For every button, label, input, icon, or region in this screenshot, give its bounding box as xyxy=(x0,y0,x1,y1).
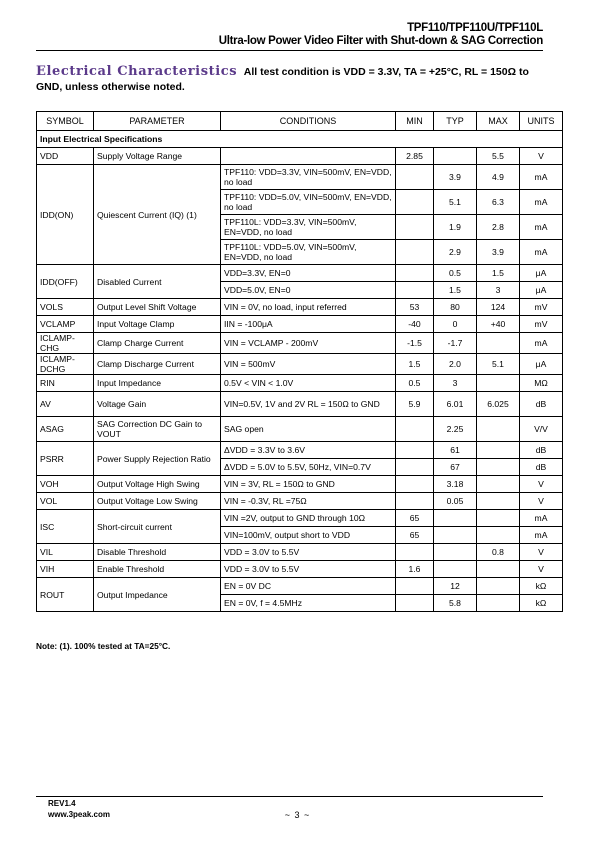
typ-cell: 3 xyxy=(434,375,477,392)
symbol-cell: VOLS xyxy=(37,299,94,316)
units-cell: mA xyxy=(520,527,563,544)
typ-cell: 2.25 xyxy=(434,417,477,442)
conditions-cell: VDD=3.3V, EN=0 xyxy=(221,265,396,282)
min-cell: -1.5 xyxy=(396,333,434,354)
parameter-cell: Clamp Discharge Current xyxy=(94,354,221,375)
typ-cell xyxy=(434,510,477,527)
column-header-parameter: PARAMETER xyxy=(94,112,221,131)
symbol-cell: ROUT xyxy=(37,578,94,612)
parameter-cell: SAG Correction DC Gain to VOUT xyxy=(94,417,221,442)
conditions-cell: EN = 0V DC xyxy=(221,578,396,595)
units-cell: mA xyxy=(520,510,563,527)
conditions-cell: VDD = 3.0V to 5.5V xyxy=(221,544,396,561)
units-cell: V xyxy=(520,493,563,510)
column-header-max: MAX xyxy=(477,112,520,131)
conditions-cell: TPF110: VDD=3.3V, VIN=500mV, EN=VDD, no load xyxy=(221,165,396,190)
table-row xyxy=(37,148,563,165)
parameter-cell: Output Level Shift Voltage xyxy=(94,299,221,316)
table-row xyxy=(37,299,563,316)
min-cell xyxy=(396,544,434,561)
max-cell: 5.5 xyxy=(477,148,520,165)
table-row xyxy=(37,375,563,392)
typ-cell: 61 xyxy=(434,442,477,459)
max-cell xyxy=(477,417,520,442)
min-cell: 53 xyxy=(396,299,434,316)
units-cell: mA xyxy=(520,190,563,215)
parameter-cell: Short-circuit current xyxy=(94,510,221,544)
min-cell: -40 xyxy=(396,316,434,333)
footnote: Note: (1). 100% tested at TA=25°C. xyxy=(36,641,171,651)
group-title: Input Electrical Specifications xyxy=(37,131,563,148)
max-cell: 3.9 xyxy=(477,240,520,265)
parameter-cell: Clamp Charge Current xyxy=(94,333,221,354)
symbol-cell: IDD(ON) xyxy=(37,165,94,265)
symbol-cell: RIN xyxy=(37,375,94,392)
column-header-units: UNITS xyxy=(520,112,563,131)
max-cell: 2.8 xyxy=(477,215,520,240)
header-part-numbers: TPF110/TPF110U/TPF110L xyxy=(407,22,543,34)
table-group-row xyxy=(37,131,563,148)
typ-cell: 2.0 xyxy=(434,354,477,375)
conditions-cell: TPF110L: VDD=3.3V, VIN=500mV, EN=VDD, no load xyxy=(221,215,396,240)
table-header-row xyxy=(37,112,563,131)
parameter-cell: Output Voltage High Swing xyxy=(94,476,221,493)
conditions-cell: VIN = 0V, no load, input referred xyxy=(221,299,396,316)
min-cell: 1.5 xyxy=(396,354,434,375)
units-cell: V xyxy=(520,544,563,561)
max-cell: 3 xyxy=(477,282,520,299)
table-row xyxy=(37,578,563,595)
conditions-cell: VIN = VCLAMP - 200mV xyxy=(221,333,396,354)
typ-cell xyxy=(434,544,477,561)
conditions-cell: VIN=0.5V, 1V and 2V RL = 150Ω to GND xyxy=(221,392,396,417)
max-cell: 124 xyxy=(477,299,520,316)
max-cell: 5.1 xyxy=(477,354,520,375)
units-cell: V xyxy=(520,476,563,493)
section-intro xyxy=(36,64,546,95)
column-header-min: MIN xyxy=(396,112,434,131)
units-cell: mA xyxy=(520,333,563,354)
table-row xyxy=(37,476,563,493)
parameter-cell: Enable Threshold xyxy=(94,561,221,578)
min-cell xyxy=(396,240,434,265)
conditions-cell: VIN =2V, output to GND through 10Ω xyxy=(221,510,396,527)
units-cell: mA xyxy=(520,215,563,240)
website-link[interactable]: www.3peak.com xyxy=(48,810,110,819)
conditions-cell: EN = 0V, f = 4.5MHz xyxy=(221,595,396,612)
typ-cell: 80 xyxy=(434,299,477,316)
units-cell: mV xyxy=(520,316,563,333)
max-cell xyxy=(477,493,520,510)
table-row xyxy=(37,354,563,375)
table-row xyxy=(37,392,563,417)
revision-label: REV1.4 xyxy=(48,799,76,808)
parameter-cell: Disable Threshold xyxy=(94,544,221,561)
min-cell xyxy=(396,282,434,299)
conditions-cell: ΔVDD = 5.0V to 5.5V, 50Hz, VIN=0.7V xyxy=(221,459,396,476)
max-cell xyxy=(477,459,520,476)
units-cell: V xyxy=(520,148,563,165)
typ-cell: 2.9 xyxy=(434,240,477,265)
max-cell: 6.025 xyxy=(477,392,520,417)
conditions-cell: IIN = -100μA xyxy=(221,316,396,333)
parameter-cell: Input Impedance xyxy=(94,375,221,392)
table-row xyxy=(37,442,563,459)
units-cell: μA xyxy=(520,354,563,375)
conditions-cell: VIN=100mV, output short to VDD xyxy=(221,527,396,544)
conditions-cell: VDD=5.0V, EN=0 xyxy=(221,282,396,299)
typ-cell: 67 xyxy=(434,459,477,476)
parameter-cell: Output Voltage Low Swing xyxy=(94,493,221,510)
conditions-cell: VIN = 3V, RL = 150Ω to GND xyxy=(221,476,396,493)
max-cell xyxy=(477,527,520,544)
typ-cell: 0 xyxy=(434,316,477,333)
max-cell: 6.3 xyxy=(477,190,520,215)
max-cell: 0.8 xyxy=(477,544,520,561)
units-cell: dB xyxy=(520,459,563,476)
electrical-characteristics-table xyxy=(36,111,563,612)
table-row xyxy=(37,417,563,442)
page-number: ~ 3 ~ xyxy=(284,810,311,820)
min-cell xyxy=(396,595,434,612)
max-cell xyxy=(477,510,520,527)
units-cell: kΩ xyxy=(520,595,563,612)
table-row xyxy=(37,561,563,578)
typ-cell: 1.9 xyxy=(434,215,477,240)
table-row xyxy=(37,510,563,527)
conditions-cell: TPF110: VDD=5.0V, VIN=500mV, EN=VDD, no load xyxy=(221,190,396,215)
min-cell xyxy=(396,493,434,510)
min-cell xyxy=(396,165,434,190)
symbol-cell: VDD xyxy=(37,148,94,165)
table-row xyxy=(37,493,563,510)
conditions-cell xyxy=(221,148,396,165)
min-cell xyxy=(396,215,434,240)
max-cell xyxy=(477,442,520,459)
symbol-cell: VIL xyxy=(37,544,94,561)
symbol-cell: ISC xyxy=(37,510,94,544)
min-cell xyxy=(396,417,434,442)
max-cell: 4.9 xyxy=(477,165,520,190)
symbol-cell: AV xyxy=(37,392,94,417)
typ-cell: 3.9 xyxy=(434,165,477,190)
units-cell: dB xyxy=(520,442,563,459)
min-cell: 5.9 xyxy=(396,392,434,417)
conditions-cell: ΔVDD = 3.3V to 3.6V xyxy=(221,442,396,459)
column-header-typ: TYP xyxy=(434,112,477,131)
units-cell: mA xyxy=(520,240,563,265)
parameter-cell: Input Voltage Clamp xyxy=(94,316,221,333)
symbol-cell: VOL xyxy=(37,493,94,510)
symbol-cell: PSRR xyxy=(37,442,94,476)
table-row xyxy=(37,165,563,190)
min-cell xyxy=(396,190,434,215)
section-heading: Electrical Characteristics xyxy=(36,64,238,79)
header-rule xyxy=(36,50,543,51)
table-row xyxy=(37,333,563,354)
max-cell xyxy=(477,476,520,493)
table-row xyxy=(37,265,563,282)
conditions-cell: SAG open xyxy=(221,417,396,442)
parameter-cell: Supply Voltage Range xyxy=(94,148,221,165)
typ-cell: 1.5 xyxy=(434,282,477,299)
min-cell xyxy=(396,459,434,476)
min-cell xyxy=(396,442,434,459)
typ-cell: 12 xyxy=(434,578,477,595)
max-cell xyxy=(477,375,520,392)
max-cell: 1.5 xyxy=(477,265,520,282)
max-cell xyxy=(477,561,520,578)
units-cell: dB xyxy=(520,392,563,417)
symbol-cell: ICLAMP-DCHG xyxy=(37,354,94,375)
document-header xyxy=(219,22,543,48)
parameter-cell: Quiescent Current (IQ) (1) xyxy=(94,165,221,265)
units-cell: μA xyxy=(520,265,563,282)
conditions-cell: VIN = -0.3V, RL =75Ω xyxy=(221,493,396,510)
min-cell: 65 xyxy=(396,527,434,544)
column-header-conditions: CONDITIONS xyxy=(221,112,396,131)
conditions-cell: TPF110L: VDD=5.0V, VIN=500mV, EN=VDD, no load xyxy=(221,240,396,265)
min-cell xyxy=(396,476,434,493)
parameter-cell: Voltage Gain xyxy=(94,392,221,417)
footer-rule xyxy=(36,796,543,797)
column-header-symbol: SYMBOL xyxy=(37,112,94,131)
typ-cell xyxy=(434,148,477,165)
typ-cell: -1.7 xyxy=(434,333,477,354)
parameter-cell: Disabled Current xyxy=(94,265,221,299)
max-cell: +40 xyxy=(477,316,520,333)
symbol-cell: VOH xyxy=(37,476,94,493)
typ-cell: 3.18 xyxy=(434,476,477,493)
min-cell: 0.5 xyxy=(396,375,434,392)
min-cell: 1.6 xyxy=(396,561,434,578)
min-cell: 65 xyxy=(396,510,434,527)
max-cell xyxy=(477,333,520,354)
conditions-cell: VDD = 3.0V to 5.5V xyxy=(221,561,396,578)
conditions-cell: VIN = 500mV xyxy=(221,354,396,375)
symbol-cell: IDD(OFF) xyxy=(37,265,94,299)
max-cell xyxy=(477,595,520,612)
symbol-cell: VIH xyxy=(37,561,94,578)
header-product-title: Ultra-low Power Video Filter with Shut-down & SAG Correction xyxy=(218,35,543,47)
units-cell: V/V xyxy=(520,417,563,442)
typ-cell xyxy=(434,561,477,578)
units-cell: kΩ xyxy=(520,578,563,595)
typ-cell: 6.01 xyxy=(434,392,477,417)
symbol-cell: ICLAMP-CHG xyxy=(37,333,94,354)
conditions-cell: 0.5V < VIN < 1.0V xyxy=(221,375,396,392)
min-cell: 2.85 xyxy=(396,148,434,165)
table-row xyxy=(37,544,563,561)
table-row xyxy=(37,316,563,333)
min-cell xyxy=(396,265,434,282)
typ-cell xyxy=(434,527,477,544)
symbol-cell: ASAG xyxy=(37,417,94,442)
symbol-cell: VCLAMP xyxy=(37,316,94,333)
units-cell: μA xyxy=(520,282,563,299)
parameter-cell: Output Impedance xyxy=(94,578,221,612)
units-cell: MΩ xyxy=(520,375,563,392)
typ-cell: 0.5 xyxy=(434,265,477,282)
typ-cell: 5.8 xyxy=(434,595,477,612)
typ-cell: 5.1 xyxy=(434,190,477,215)
test-conditions-text: All test condition is VDD = 3.3V, TA = +25°C, RL = 150Ω to GND, unless otherwise noted. xyxy=(36,66,529,93)
typ-cell: 0.05 xyxy=(434,493,477,510)
parameter-cell: Power Supply Rejection Ratio xyxy=(94,442,221,476)
min-cell xyxy=(396,578,434,595)
units-cell: V xyxy=(520,561,563,578)
units-cell: mV xyxy=(520,299,563,316)
units-cell: mA xyxy=(520,165,563,190)
max-cell xyxy=(477,578,520,595)
